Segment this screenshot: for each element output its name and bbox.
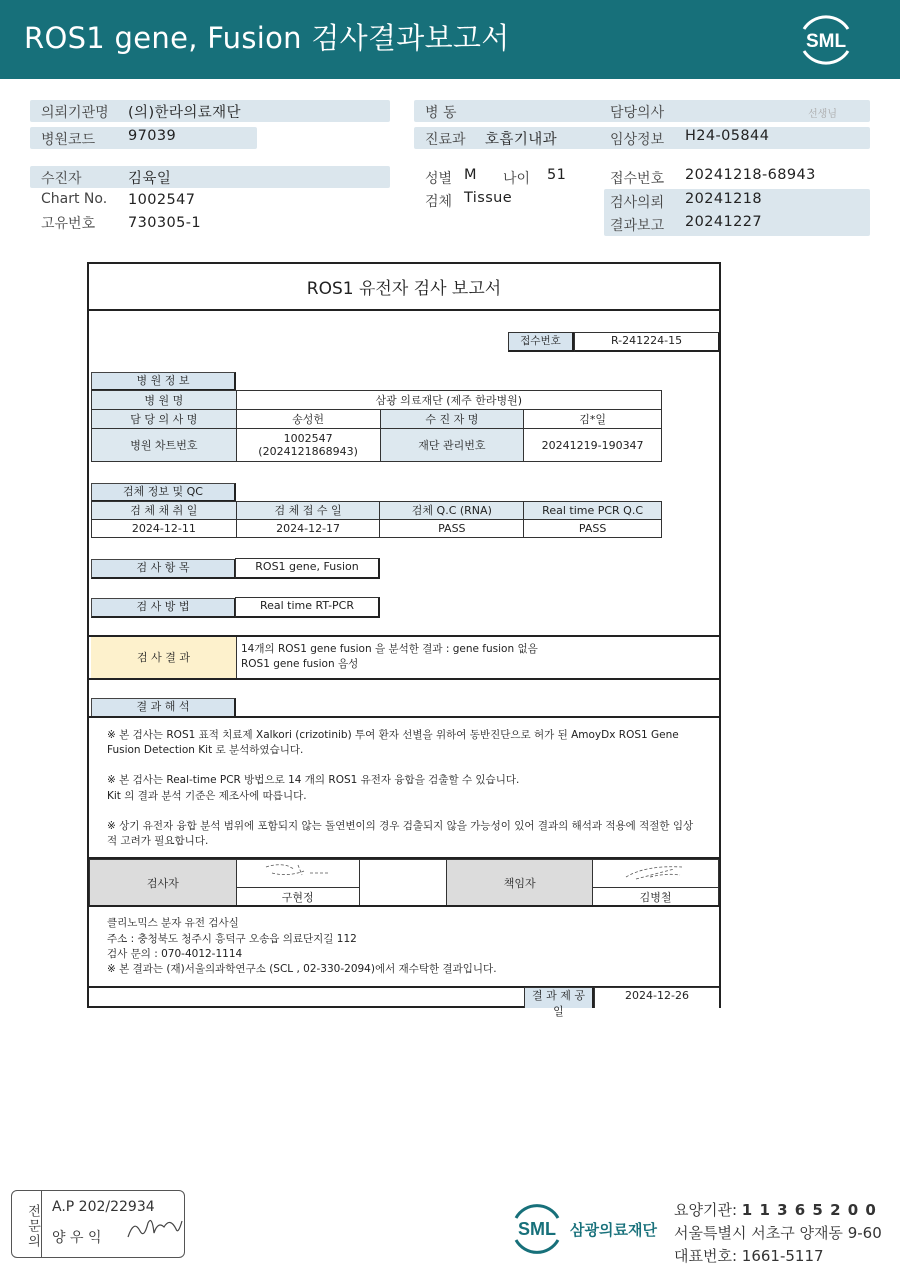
hospital-name-label: 병 원 명 [92, 391, 237, 410]
responsible-label: 책임자 [447, 860, 593, 906]
header-bar [0, 0, 900, 79]
doctor-name-label: 담 당 의 사 명 [92, 410, 237, 429]
doctor-label: 담당의사 [610, 105, 665, 121]
hospital-name-value: 삼광 의료재단 (제주 한라병원) [236, 391, 661, 410]
test-method-label: 검 사 방 법 [91, 598, 236, 618]
result-line2: ROS1 gene fusion 음성 [241, 658, 359, 670]
test-request-value: 20241218 [685, 191, 763, 207]
hospital-code-label: 병원코드 [41, 132, 96, 148]
stamp-signature-icon [124, 1209, 184, 1249]
interpretation-label: 결 과 해 석 [91, 698, 236, 718]
patient-name-label: 수 진 자 명 [380, 410, 524, 429]
interp-p1-line2: Fusion Detection Kit 로 분석하였습니다. [107, 744, 304, 756]
interpretation-line [89, 716, 719, 718]
institution-code [674, 1199, 877, 1220]
receipt-label: 접수번호 [508, 332, 574, 352]
provision-date-label: 결 과 제 공 일 [524, 987, 594, 1008]
mgmt-number-label: 재단 관리번호 [380, 429, 524, 462]
department-label: 진료과 [425, 132, 466, 148]
result-report-label: 결과보고 [610, 218, 665, 234]
department-value: 호흡기내과 [485, 132, 558, 148]
specimen-label: 검체 [425, 194, 453, 210]
doctor-suffix: 선생님 [808, 109, 837, 120]
provision-date-value: 2024-12-26 [594, 987, 719, 1008]
test-method-value: Real time RT-PCR [235, 597, 380, 618]
qc-pcr-value: PASS [524, 520, 662, 538]
receive-date-value: 2024-12-17 [236, 520, 380, 538]
interp-p2-line1: ※ 본 검사는 Real-time PCR 방법으로 14 개의 ROS1 유전자 융합을 검출할 수 있습니다. [107, 774, 520, 786]
test-request-label: 검사의뢰 [610, 195, 665, 211]
signature-bottom-line [89, 905, 719, 907]
age-label: 나이 [503, 171, 531, 187]
stamp-ap-number: A.P 202/22934 [52, 1199, 155, 1215]
report-title: ROS1 유전자 검사 보고서 [306, 279, 502, 299]
interp-p2-line2: Kit 의 결과 분석 기준은 제조사에 따릅니다. [107, 790, 307, 802]
responsible-name: 김병철 [593, 888, 719, 906]
specialist-stamp [11, 1190, 185, 1258]
qc-pcr-label: Real time PCR Q.C [524, 502, 662, 520]
institution-label: 의뢰기관명 [41, 105, 109, 121]
clinical-info-value: H24-05844 [685, 128, 770, 144]
lab-note: ※ 본 결과는 (재)서울의과학연구소 (SCL , 02-330-2094)에서 재수탁한 결과입니다. [107, 963, 497, 975]
qc-rna-label: 검체 Q.C (RNA) [380, 502, 524, 520]
lab-address: 주소 : 충청북도 청주시 흥덕구 오송읍 의료단지길 112 [107, 933, 357, 945]
patient-label: 수진자 [41, 171, 82, 187]
interp-p3-line1: ※ 상기 유전자 융합 분석 범위에 포함되지 않는 돌연변이의 경우 검출되지 않을 가능성이 있어 결과의 해석과 적용에 적절한 임상 [107, 820, 694, 832]
sml-logo-icon [796, 11, 856, 67]
result-report-value: 20241227 [685, 214, 763, 230]
patient-name: 김육일 [128, 171, 172, 187]
footer-phone-value: 1661-5117 [741, 1247, 824, 1265]
institution-value: (의)한라의료재단 [128, 105, 241, 121]
specimen-value: Tissue [464, 190, 513, 206]
examiner-label: 검사자 [90, 860, 237, 906]
report-form [87, 262, 721, 1018]
age-value: 51 [547, 167, 567, 183]
patient-pill [30, 166, 390, 188]
mgmt-number-value: 20241219-190347 [524, 429, 662, 462]
result-bottom-line [89, 678, 719, 680]
examiner-signature [236, 860, 359, 888]
result-divider [236, 637, 237, 679]
patient-name-value: 김*일 [524, 410, 662, 429]
ward-label: 병 동 [425, 105, 457, 121]
signature-table [89, 859, 719, 906]
chart-no-label: Chart No. [41, 191, 108, 207]
qc-rna-value: PASS [380, 520, 524, 538]
test-item-label: 검 사 항 목 [91, 559, 236, 579]
brand-logo-icon [508, 1200, 566, 1256]
brand-name: 삼광의료재단 [570, 1221, 657, 1239]
stamp-side-label: 전문의 [12, 1191, 42, 1257]
signature-blank [359, 860, 447, 906]
lab-name: 클리노믹스 분자 유전 검사실 [107, 917, 239, 929]
footer-phone [674, 1245, 824, 1266]
examiner-signature-icon [258, 861, 338, 883]
svg-text:SML: SML [805, 31, 847, 52]
footer-phone-label: 대표번호: [674, 1247, 738, 1265]
collect-date-value: 2024-12-11 [92, 520, 237, 538]
test-item-value: ROS1 gene, Fusion [235, 558, 380, 579]
lab-phone: 검사 문의 : 070-4012-1114 [107, 948, 243, 960]
receipt-no-value: 20241218-68943 [685, 167, 816, 183]
receive-date-label: 검 체 접 수 일 [236, 502, 380, 520]
institution-code-value: 1 1 3 6 5 2 0 0 [741, 1201, 877, 1219]
doctor-name-value: 송성헌 [236, 410, 380, 429]
sex-label: 성별 [425, 171, 453, 187]
specimen-section-label: 검체 정보 및 QC [91, 483, 236, 502]
hospital-section-label: 병 원 정 보 [91, 372, 236, 391]
chart-no-value: 1002547 [128, 192, 196, 208]
receipt-no-label: 접수번호 [610, 171, 665, 187]
hospital-info-table [91, 390, 662, 462]
unique-no-label: 고유번호 [41, 216, 96, 232]
unique-no-value: 730305-1 [128, 215, 202, 231]
collect-date-label: 검 체 채 취 일 [92, 502, 237, 520]
footer-address: 서울특별시 서초구 양재동 9-60 [674, 1224, 882, 1242]
result-line1: 14개의 ROS1 gene fusion 을 분석한 결과 : gene fusion 없음 [241, 643, 538, 655]
specimen-table [91, 501, 662, 538]
svg-text:SML: SML [518, 1219, 556, 1239]
hospital-code-value: 97039 [128, 128, 177, 144]
title-divider [89, 309, 719, 311]
result-label: 검 사 결 과 [91, 637, 236, 679]
stamp-name: 양 우 익 [52, 1230, 102, 1246]
clinical-info-label: 임상정보 [610, 132, 665, 148]
examiner-name: 구현정 [236, 888, 359, 906]
chart-number-value [236, 429, 380, 462]
page-title: ROS1 gene, Fusion 검사결과보고서 [24, 21, 510, 55]
receipt-value: R-241224-15 [574, 332, 720, 352]
sex-value: M [464, 167, 477, 183]
responsible-signature [593, 860, 719, 888]
institution-code-label: 요양기관: [674, 1201, 738, 1219]
interp-p3-line2: 적 고려가 필요합니다. [107, 835, 209, 847]
chart-number-label: 병원 차트번호 [92, 429, 237, 462]
chart-number-line2: (2024121868943) [258, 445, 358, 458]
interp-p1-line1: ※ 본 검사는 ROS1 표적 치료제 Xalkori (crizotinib) 투여 환자 선별을 위하여 동반진단으로 허가 된 AmoyDx ROS1 Gene [107, 729, 679, 741]
responsible-signature-icon [616, 861, 696, 883]
chart-number-line1: 1002547 [283, 432, 333, 445]
